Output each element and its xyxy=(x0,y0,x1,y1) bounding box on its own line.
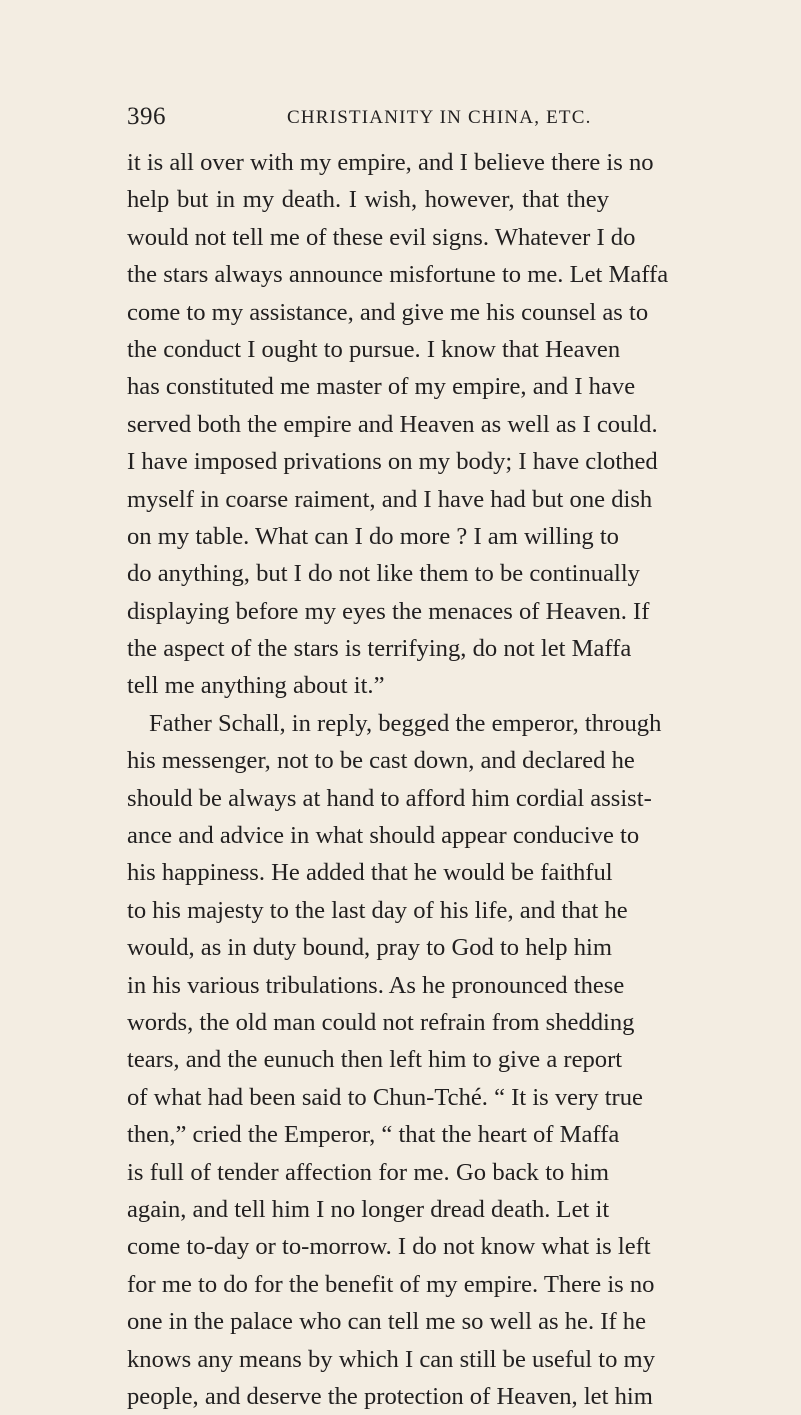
text-line: do anything, but I do not like them to be continually xyxy=(127,560,640,588)
text-line: to his majesty to the last day of his life, and that he xyxy=(127,896,628,924)
text-line: words, the old man could not refrain from shedding xyxy=(127,1008,635,1036)
text-line: then,” cried the Emperor, “ that the heart of Maffa xyxy=(127,1121,620,1149)
text-line: on my table. What can I do more ? I am willing to xyxy=(127,522,619,550)
text-line: people, and deserve the protection of Heaven, let him xyxy=(127,1382,653,1410)
text-line: the conduct I ought to pursue. I know that Heaven xyxy=(127,335,621,363)
text-line: help but in my death. I wish, however, that they xyxy=(127,186,609,214)
text-line: it is all over with my empire, and I believe there is no xyxy=(127,149,654,176)
text-line: for me to do for the benefit of my empire. There is no xyxy=(127,1270,655,1298)
text-line: knows any means by which I can still be useful to my xyxy=(127,1345,655,1373)
text-line: is full of tender affection for me. Go back to him xyxy=(127,1158,609,1186)
text-line: tears, and the eunuch then left him to give a report xyxy=(127,1046,623,1074)
text-line: his happiness. He added that he would be faithful xyxy=(127,859,613,887)
text-line: has constituted me master of my empire, and I have xyxy=(127,373,636,401)
text-line: should be always at hand to afford him cordial assist- xyxy=(127,784,652,812)
text-line: I have imposed privations on my body; I have clothed xyxy=(127,448,658,476)
page-header xyxy=(127,103,607,133)
text-line: would, as in duty bound, pray to God to help him xyxy=(127,934,613,962)
text-line: his messenger, not to be cast down, and declared he xyxy=(127,747,635,775)
text-line: the stars always announce misfortune to me. Let Maffa xyxy=(127,261,669,289)
paragraph-end-line: tell me anything about it.” xyxy=(127,672,385,700)
running-head: CHRISTIANITY IN CHINA, ETC. xyxy=(287,107,592,128)
text-line: myself in coarse raiment, and I have had but one dish xyxy=(127,485,653,513)
text-line: the aspect of the stars is terrifying, do not let Maffa xyxy=(127,635,632,663)
text-line: of what had been said to Chun-Tché. “ It is very true xyxy=(127,1083,643,1111)
text-line: come to my assistance, and give me his counsel as to xyxy=(127,298,649,326)
text-line: again, and tell him I no longer dread death. Let it xyxy=(127,1195,610,1223)
text-line: ance and advice in what should appear conducive to xyxy=(127,822,640,850)
text-line: one in the palace who can tell me so well as he. If he xyxy=(127,1308,647,1336)
text-line: served both the empire and Heaven as well as I could. xyxy=(127,410,658,438)
paragraph-start-line: Father Schall, in reply, begged the emperor, through xyxy=(149,709,662,737)
text-line: come to-day or to-morrow. I do not know what is left xyxy=(127,1233,651,1261)
page-number: 396 xyxy=(127,103,166,130)
body-text xyxy=(127,144,669,1415)
text-line: displaying before my eyes the menaces of Heaven. If xyxy=(127,597,650,625)
text-line: would not tell me of these evil signs. Whatever I do xyxy=(127,223,636,251)
text-line: in his various tribulations. As he pronounced these xyxy=(127,971,625,999)
